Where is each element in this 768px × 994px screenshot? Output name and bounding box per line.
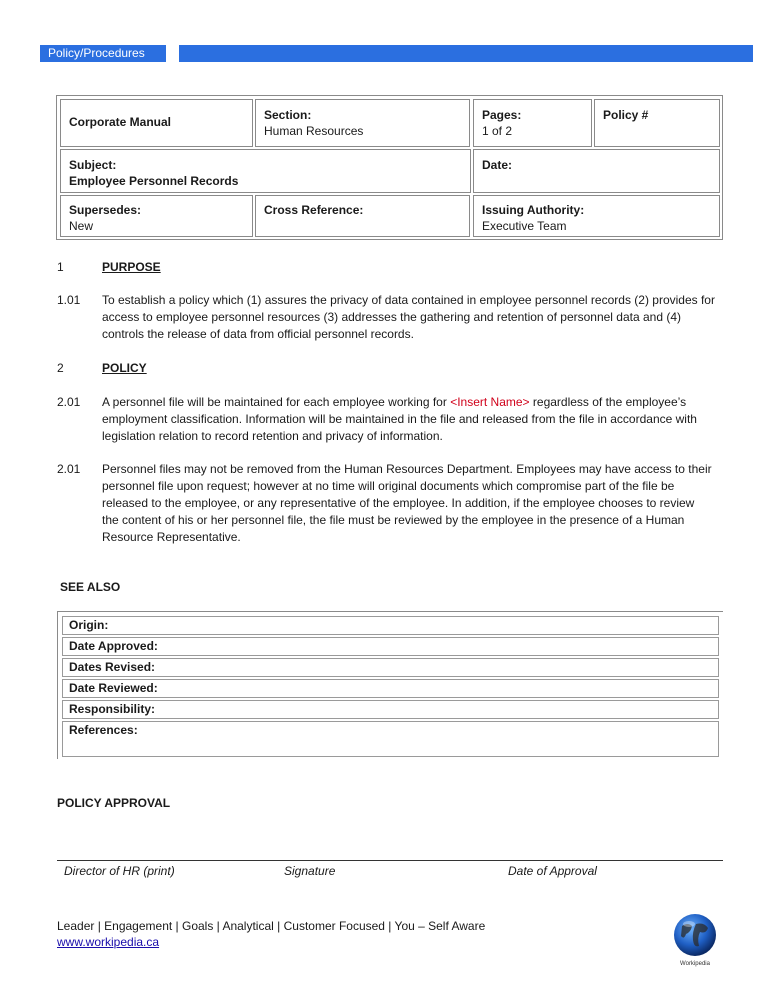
pages-label: Pages:	[482, 108, 522, 122]
section-label: Section:	[264, 108, 312, 122]
paragraph-2-01a-before: A personnel file will be maintained for each employee working for	[102, 395, 451, 409]
policy-number-label: Policy #	[603, 108, 649, 122]
header-tab: Policy/Procedures	[40, 45, 166, 62]
footer-tagline: Leader | Engagement | Goals | Analytical | Customer Focused | You – Self Aware	[57, 919, 486, 933]
header-bar	[40, 45, 753, 62]
cross-reference-label: Cross Reference:	[264, 203, 364, 217]
issuing-authority-value: Executive Team	[482, 219, 567, 233]
header-fill	[179, 45, 753, 62]
date-of-approval-label: Date of Approval	[508, 864, 597, 878]
date-approved-row: Date Approved:	[62, 637, 719, 656]
workipedia-link[interactable]: www.workipedia.ca	[57, 935, 160, 949]
info-table	[56, 95, 723, 240]
director-label: Director of HR (print)	[64, 864, 175, 878]
dates-revised-row: Dates Revised:	[62, 658, 719, 677]
supersedes-label: Supersedes:	[69, 203, 142, 217]
issuing-authority-label: Issuing Authority:	[482, 203, 585, 217]
date-reviewed-row: Date Reviewed:	[62, 679, 719, 698]
globe-icon	[672, 912, 718, 972]
policy-number-cell	[594, 99, 720, 147]
signature-line	[57, 860, 723, 861]
manual-label: Corporate Manual	[69, 115, 172, 129]
policy-number: 2	[57, 361, 64, 375]
pages-cell	[473, 99, 592, 147]
manual-cell	[60, 99, 253, 147]
section-value: Human Resources	[264, 124, 364, 138]
paragraph-2-01a-after: regardless of the employee’s employment classification. Information will be maintained in the file and released from the file in accordance with legislation relation to record retention and privacy of information.	[102, 395, 697, 443]
policy-approval-heading: POLICY APPROVAL	[57, 796, 171, 810]
supersedes-cell	[60, 195, 253, 237]
paragraph-2-01b: Personnel files may not be removed from the Human Resources Department. Employees may have access to their personnel file upon request; however at no time will original documents which compromise part of the file be released to the employee, or any representative of the employee. In addition, if the employee chooses to review the content of his or her personnel file, the file must be reviewed by the employee in the presence of a Human Resource Representative.	[102, 462, 712, 544]
see-also-table	[57, 611, 723, 759]
subject-label: Subject:	[69, 158, 117, 172]
issuing-authority-cell	[473, 195, 720, 237]
section-cell	[255, 99, 470, 147]
origin-row: Origin:	[62, 616, 719, 635]
pages-value: 1 of 2	[482, 124, 513, 138]
logo-text: Workipedia	[680, 961, 710, 967]
cross-reference-cell	[255, 195, 470, 237]
date-label: Date:	[482, 158, 513, 172]
purpose-number: 1	[57, 260, 64, 274]
workipedia-logo	[672, 912, 718, 972]
insert-name-placeholder: <Insert Name>	[450, 395, 530, 409]
paragraph-2-01a-number: 2.01	[57, 395, 81, 409]
purpose-heading: PURPOSE	[102, 260, 161, 274]
paragraph-1-01-number: 1.01	[57, 293, 81, 307]
signature-label: Signature	[284, 864, 336, 878]
paragraph-2-01b-number: 2.01	[57, 462, 81, 476]
subject-value: Employee Personnel Records	[69, 174, 239, 188]
supersedes-value: New	[69, 219, 94, 233]
paragraph-2-01a	[102, 394, 726, 445]
date-cell	[473, 149, 720, 193]
paragraph-1-01: To establish a policy which (1) assures the privacy of data contained in employee personnel records (2) provides for access to employee personnel resources (3) addresses the gathering and retention of personnel data and (4) controls the release of data from official personnel records.	[102, 293, 715, 341]
policy-heading: POLICY	[102, 361, 147, 375]
references-row: References:	[62, 721, 719, 757]
subject-cell	[60, 149, 471, 193]
responsibility-row: Responsibility:	[62, 700, 719, 719]
see-also-heading: SEE ALSO	[60, 580, 121, 594]
